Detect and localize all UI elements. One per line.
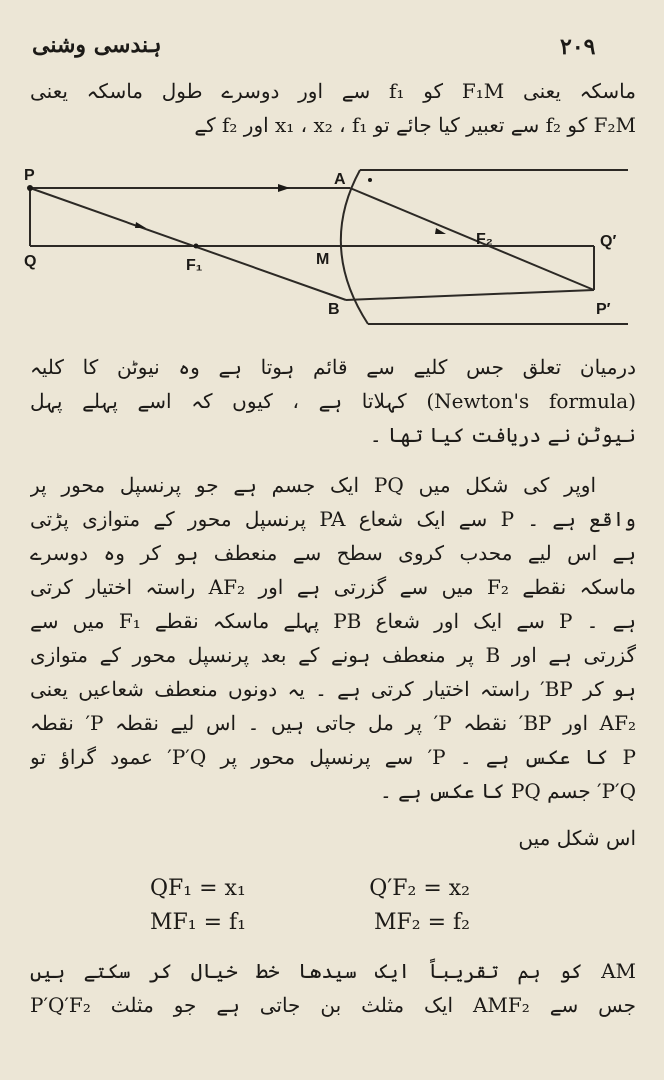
equations — [150, 872, 470, 940]
arrow-head — [435, 228, 446, 234]
text-line: گزرتی ہے اور B پر منعطف ہونے کے بعد پرنسپل محور کے متوازی — [30, 643, 636, 667]
point-p — [27, 185, 33, 191]
equation: MF₁ = f₁ — [150, 910, 246, 935]
text-line: ہے اس لیے محدب کروی سطح سے منعطف ہو کر وہ دوسرے — [30, 541, 636, 565]
arrow-head — [278, 184, 290, 192]
text-line: نیوٹن نے دریافت کیا تھا ۔ — [369, 423, 636, 447]
ray-af2 — [350, 188, 594, 290]
paragraph-4 — [30, 956, 636, 1024]
paragraph-1 — [30, 76, 636, 144]
text-line: جس سے AMF₂ ایک مثلث بن جاتی ہے جو مثلث P′Q′F₂ — [30, 993, 636, 1017]
text-line: F₂M کو f₂ سے تعبیر کیا جائے تو x₁ ، x₂ ، f₁ اور f₂ کے — [194, 113, 636, 137]
ray-bp — [346, 290, 594, 300]
text-line: AF₂ اور BP′ نقطہ P′ پر مل جاتی ہیں ۔ اس لیے نقطہ P′ نقطہ — [30, 711, 636, 735]
text-line: AM کو ہم تقریباً ایک سیدھا خط خیال کر سکتے ہیں — [30, 959, 636, 983]
equation: MF₂ = f₂ — [374, 910, 470, 935]
point-a-dot — [368, 178, 372, 182]
label-q: Q — [24, 253, 37, 270]
label-f2: F₂ — [476, 231, 493, 248]
page-header — [0, 28, 664, 68]
running-title: ہندسی وشنی — [32, 32, 162, 58]
point-f1 — [194, 244, 199, 249]
text-line: P′Q′ جسم PQ کا عکس ہے ۔ — [380, 779, 636, 803]
text-line: ہو کر BP′ راستہ اختیار کرتی ہے ۔ یہ دونوں منعطف شعاعیں یعنی — [30, 677, 636, 701]
refraction-diagram — [18, 162, 648, 362]
text-line: ماسکہ نقطے F₂ میں سے گزرتی ہے اور AF₂ راستہ اختیار کرتی — [30, 575, 636, 599]
optics-figure — [18, 162, 648, 362]
ray-pb — [30, 188, 346, 300]
text-line: (Newton's formula) کہلاتا ہے ، کیوں کہ اسے پہلے پہل — [30, 389, 636, 413]
paragraph-3 — [30, 470, 636, 810]
page-number: ۲۰۹ — [560, 34, 596, 60]
arrow-head — [135, 222, 146, 228]
text-line: اوپر کی شکل میں PQ ایک جسم ہے جو پرنسپل محور پر — [30, 473, 596, 497]
text-line: ہے ۔ P سے ایک اور شعاع PB پہلے ماسکہ نقطے F₁ میں سے — [30, 609, 636, 633]
label-m: M — [316, 251, 330, 268]
label-pp: P′ — [596, 301, 611, 318]
label-f1: F₁ — [186, 257, 203, 274]
equation: QF₁ = x₁ — [150, 876, 246, 901]
subheading: اس شکل میں — [518, 826, 636, 850]
text-line: واقع ہے ۔ P سے ایک شعاع PA پرنسپل محور کے متوازی پڑتی — [30, 507, 636, 531]
text-line: P کا عکس ہے ۔ P′ سے پرنسپل محور پر P′Q′ عمود گراؤ تو — [30, 745, 636, 769]
label-qp: Q′ — [600, 233, 617, 250]
label-p: P — [24, 167, 35, 184]
equation-row — [150, 872, 470, 906]
equation-row — [150, 906, 470, 940]
text-line: ماسکہ یعنی F₁M کو f₁ سے اور دوسرے طول ماسکہ یعنی — [30, 79, 636, 103]
equation: Q′F₂ = x₂ — [369, 876, 470, 901]
text-line: درمیان تعلق جس کلیے سے قائم ہوتا ہے وہ نیوٹن کا کلیہ — [30, 355, 636, 379]
paragraph-2 — [30, 352, 636, 454]
label-b: B — [328, 301, 340, 318]
label-a: A — [334, 171, 346, 188]
